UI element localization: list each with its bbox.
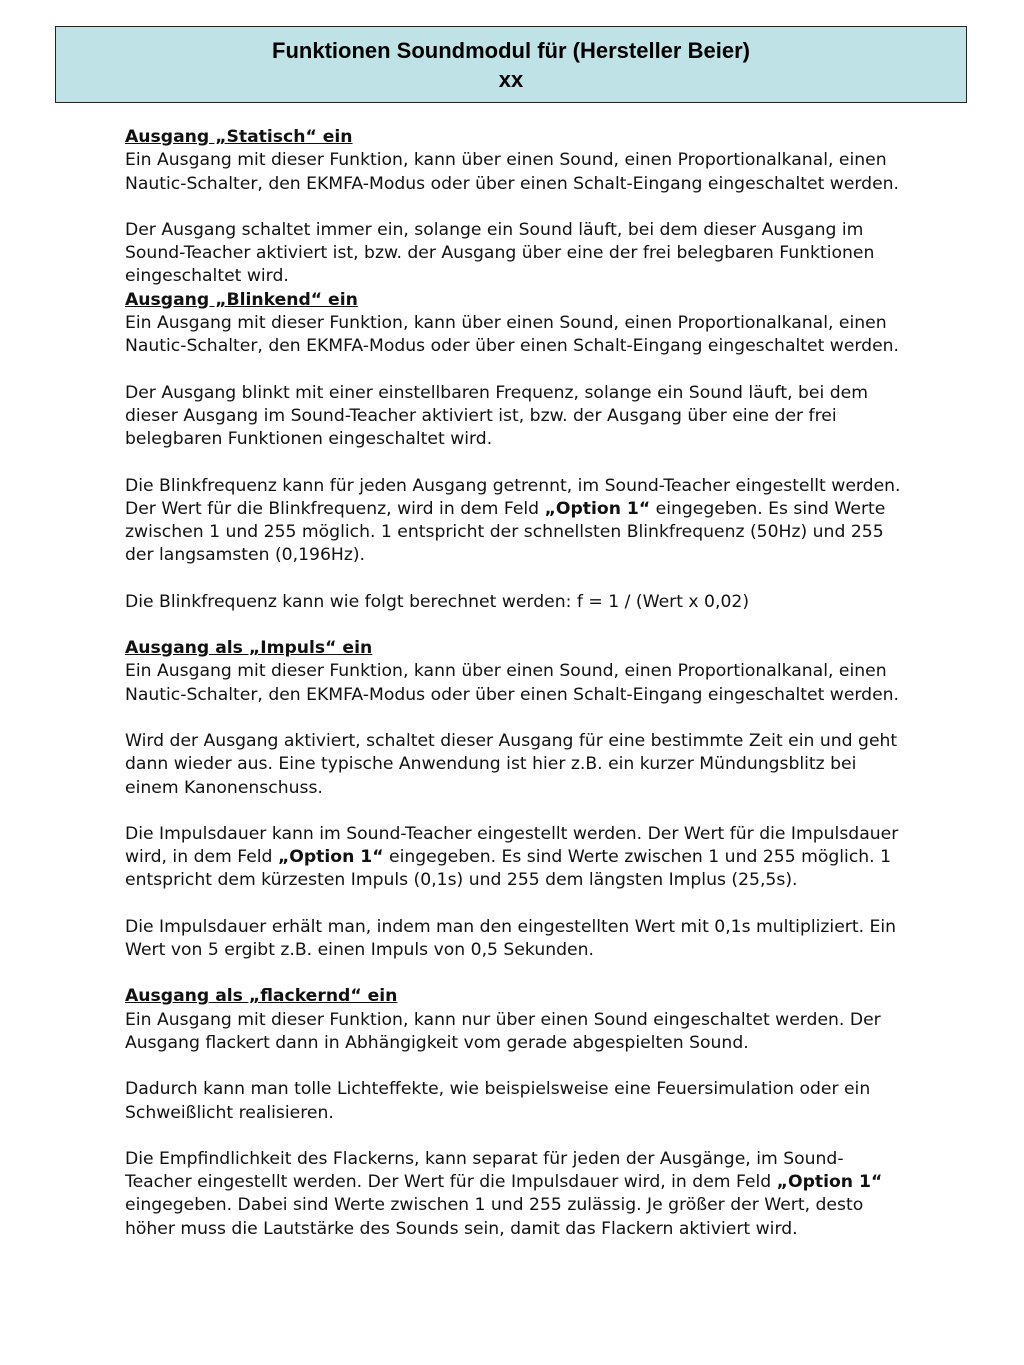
paragraph: Dadurch kann man tolle Lichteffekte, wie beispielsweise eine Feuersimulation oder ein Schweißlicht realisieren.	[125, 1079, 871, 1123]
paragraph	[125, 1148, 905, 1241]
paragraph-text: Die Impulsdauer kann im Sound-Teacher eingestellt werden. Der Wert für die Impulsdauer wird, in dem Feld	[125, 823, 899, 868]
paragraph: Der Ausgang blinkt mit einer einstellbaren Frequenz, solange ein Sound läuft, bei dem dieser Ausgang im Sound-Teacher aktiviert ist, bzw. der Ausgang über eine der frei belegbaren Funktionen eingeschaltet wird.	[125, 382, 868, 450]
paragraph: Die Blinkfrequenz kann wie folgt berechnet werden: f = 1 / (Wert x 0,02)	[125, 591, 750, 612]
option-label: „Option 1“	[544, 498, 651, 519]
paragraph: Ein Ausgang mit dieser Funktion, kann nur über einen Sound eingeschaltet werden. Der Ausgang flackert dann in Abhängigkeit vom gerade abgespielten Sound.	[125, 1009, 881, 1053]
option-label: „Option 1“	[776, 1172, 883, 1193]
page-subtitle: xx	[498, 67, 524, 92]
paragraph-text: Die Blinkfrequenz kann für jeden Ausgang getrennt, im Sound-Teacher eingestellt werden. Der Wert für die Blinkfrequenz, wird in dem Feld	[125, 475, 901, 519]
document-body	[125, 126, 905, 1241]
paragraph-text: eingegeben. Dabei sind Werte zwischen 1 und 255 zulässig. Je größer der Wert, desto höher muss die Lautstärke des Sounds sein, damit das Flackern aktiviert wird.	[125, 1195, 864, 1239]
section-heading: Ausgang als „flackernd“ ein	[125, 986, 398, 1007]
section-blinkend	[125, 289, 905, 637]
title-banner	[55, 26, 967, 103]
section-heading: Ausgang als „Impuls“ ein	[125, 638, 373, 659]
section-statisch	[125, 126, 905, 289]
paragraph: Der Ausgang schaltet immer ein, solange ein Sound läuft, bei dem dieser Ausgang im Sound-Teacher aktiviert ist, bzw. der Ausgang über eine der frei belegbaren Funktionen eingeschaltet wird.	[125, 219, 875, 287]
paragraph-text: eingegeben. Es sind Werte zwischen 1 und 255 möglich. 1 entspricht dem kürzesten Impuls (0,1s) und 255 dem längsten Implus (25,5s).	[125, 847, 892, 891]
section-heading: Ausgang „Statisch“ ein	[125, 127, 353, 147]
section-flackernd	[125, 985, 905, 1241]
paragraph: Die Impulsdauer erhält man, indem man den eingestellten Wert mit 0,1s multipliziert. Ein Wert von 5 ergibt z.B. einen Impuls von 0,5 Sekunden.	[125, 916, 897, 961]
paragraph: Wird der Ausgang aktiviert, schaltet dieser Ausgang für eine bestimmte Zeit ein und geht dann wieder aus. Eine typische Anwendung ist hier z.B. ein kurzer Mündungsblitz bei einem Kanonenschuss.	[125, 730, 898, 798]
section-impuls	[125, 637, 905, 985]
paragraph-text: Die Empfindlichkeit des Flackerns, kann separat für jeden der Ausgänge, im Sound-Teacher eingestellt werden. Der Wert für die Impulsdauer wird, in dem Feld	[125, 1148, 844, 1193]
paragraph	[125, 475, 905, 568]
page-title: Funktionen Soundmodul für (Hersteller Beier)	[272, 38, 750, 63]
paragraph: Ein Ausgang mit dieser Funktion, kann über einen Sound, einen Proportionalkanal, einen Nautic-Schalter, den EKMFA-Modus oder über einen Schalt-Eingang eingeschaltet werden.	[125, 661, 900, 705]
paragraph	[125, 823, 905, 893]
paragraph: Ein Ausgang mit dieser Funktion, kann über einen Sound, einen Proportionalkanal, einen Nautic-Schalter, den EKMFA-Modus oder über einen Schalt-Eingang eingeschaltet werden.	[125, 150, 900, 194]
option-label: „Option 1“	[277, 847, 384, 868]
paragraph: Ein Ausgang mit dieser Funktion, kann über einen Sound, einen Proportionalkanal, einen Nautic-Schalter, den EKMFA-Modus oder über einen Schalt-Eingang eingeschaltet werden.	[125, 313, 900, 357]
section-heading: Ausgang „Blinkend“ ein	[125, 289, 358, 310]
paragraph-text: eingegeben. Es sind Werte zwischen 1 und 255 möglich. 1 entspricht der schnellsten Blinkfrequenz (50Hz) und 255 der langsamsten (0,196Hz).	[125, 498, 886, 566]
